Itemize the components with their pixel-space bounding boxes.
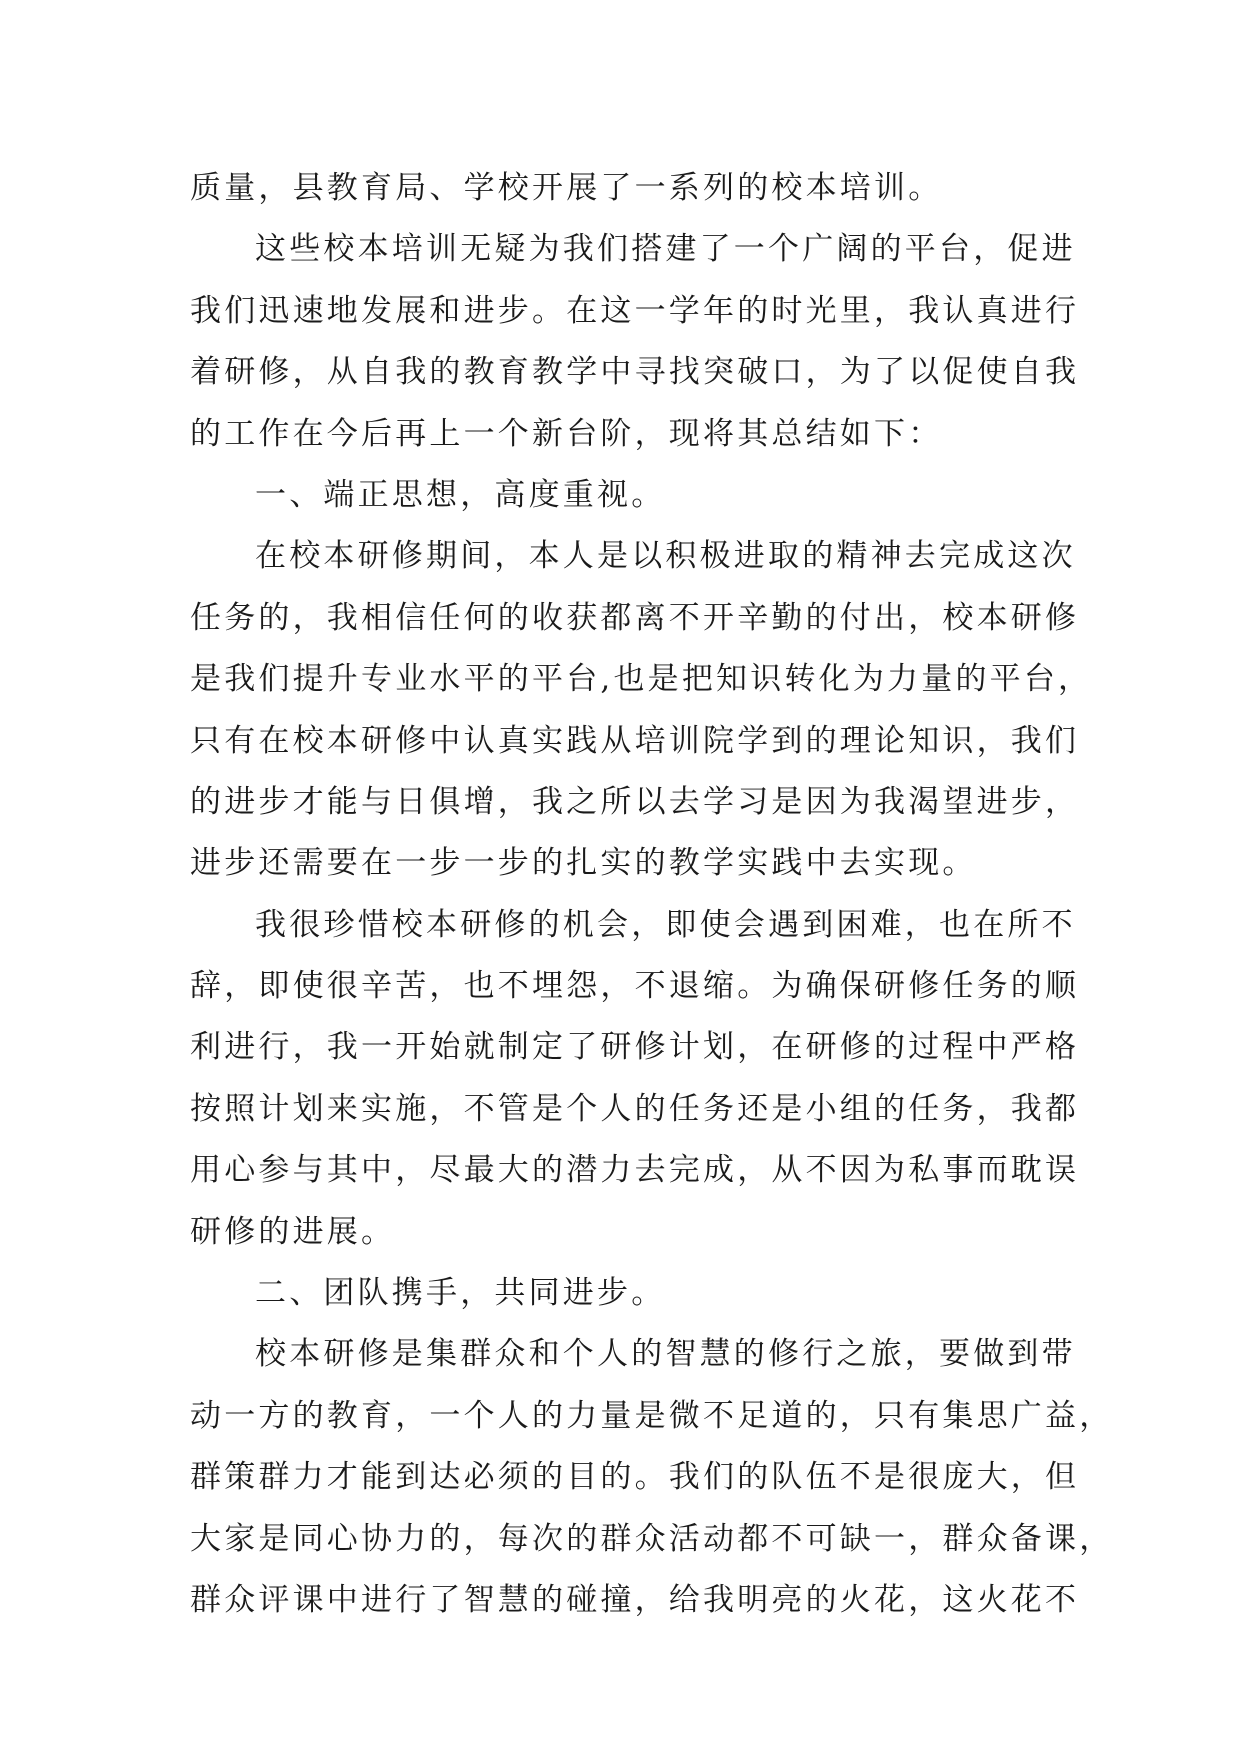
text-line: 质量，县教育局、学校开展了一系列的校本培训。 (190, 170, 943, 206)
text-line: 按照计划来实施，不管是个人的任务还是小组的任务，我都 (190, 1090, 1080, 1127)
text-line: 利进行，我一开始就制定了研修计划，在研修的过程中严格 (190, 1029, 1080, 1066)
text-line: 辞，即使很辛苦，也不埋怨，不退缩。为确保研修任务的顺 (190, 968, 1080, 1005)
text-line: 着研修，从自我的教育教学中寻找突破口，为了以促使自我 (190, 354, 1080, 391)
text-line: 是我们提升专业水平的平台,也是把知识转化为力量的平台， (190, 661, 1093, 698)
text-line: 校本研修是集群众和个人的智慧的修行之旅，要做到带 (255, 1336, 1076, 1373)
text-line: 的进步才能与日俱增，我之所以去学习是因为我渴望进步， (190, 783, 1080, 820)
text-line: 大家是同心协力的，每次的群众活动都不可缺一，群众备课， (190, 1520, 1114, 1557)
text-line: 在校本研修期间，本人是以积极进取的精神去完成这次 (255, 538, 1076, 575)
text-line: 群众评课中进行了智慧的碰撞，给我明亮的火花，这火花不 (190, 1581, 1080, 1618)
section-heading: 二、团队携手，共同进步。 (255, 1275, 666, 1312)
section-heading: 一、端正思想，高度重视。 (255, 476, 666, 513)
text-line: 研修的进展。 (190, 1213, 396, 1250)
document-body (190, 158, 1114, 1631)
text-line: 这些校本培训无疑为我们搭建了一个广阔的平台，促进 (255, 231, 1076, 268)
text-line: 的工作在今后再上一个新台阶，现将其总结如下： (190, 415, 943, 452)
text-line: 用心参与其中，尽最大的潜力去完成，从不因为私事而耽误 (190, 1152, 1080, 1189)
text-line: 群策群力才能到达必须的目的。我们的队伍不是很庞大，但 (190, 1459, 1080, 1496)
text-line: 只有在校本研修中认真实践从培训院学到的理论知识，我们 (190, 722, 1080, 759)
text-line: 进步还需要在一步一步的扎实的教学实践中去实现。 (190, 845, 977, 882)
text-line: 我很珍惜校本研修的机会，即使会遇到困难，也在所不 (255, 906, 1076, 943)
text-line: 动一方的教育，一个人的力量是微不足道的，只有集思广益， (190, 1397, 1114, 1434)
text-line: 任务的，我相信任何的收获都离不开辛勤的付出，校本研修 (190, 599, 1080, 636)
text-line: 我们迅速地发展和进步。在这一学年的时光里，我认真进行 (190, 292, 1080, 329)
